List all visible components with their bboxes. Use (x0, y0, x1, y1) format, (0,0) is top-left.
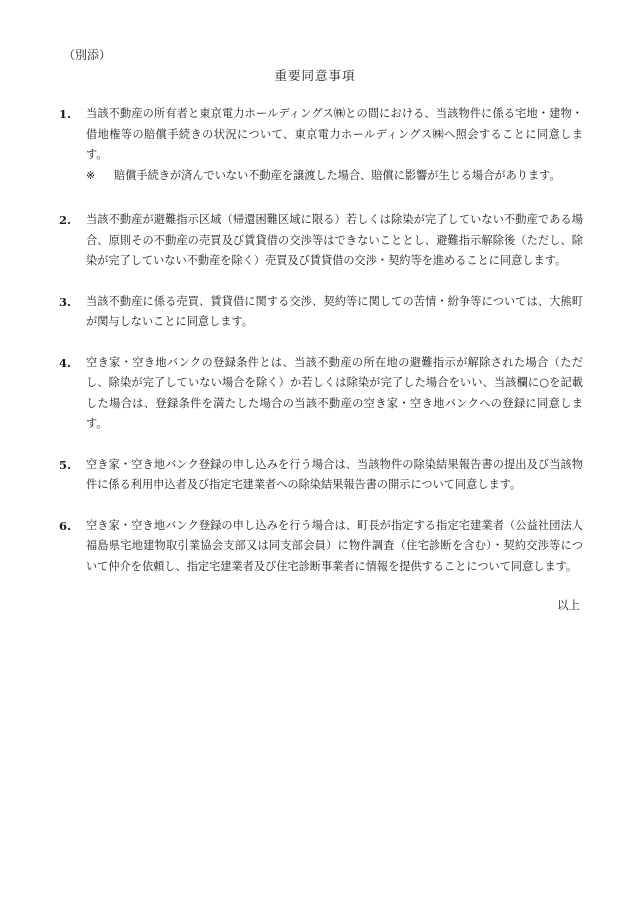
consent-item-3 (59, 292, 583, 333)
consent-item-4 (59, 353, 583, 435)
item-text: 当該不動産の所有者と東京電力ホールディングス㈱との間における、当該物件に係る宅地・建物・借地権等の賠償手続きの状況について、東京電力ホールディングス㈱へ照会することに同意します。 (86, 107, 583, 161)
note-mark: ※ (86, 168, 96, 182)
item-number: 3. (59, 294, 72, 309)
item-text: 当該不動産が避難指示区域（帰還困難区域に限る）若しくは除染が完了していない不動産である場合、原則その不動産の売買及び賃貸借の交渉等はできないこととし、避難指示解除後（ただし、除染が完了していない不動産を除く）売買及び賃貸借の交渉・契約等を進めることに同意します。 (86, 213, 583, 267)
consent-item-2 (59, 210, 583, 272)
consent-item-6 (59, 516, 583, 578)
closing-remark: 以上 (557, 598, 580, 612)
annex-label: （別添） (63, 48, 112, 62)
item-text: 当該不動産に係る売買、賃貸借に関する交渉、契約等に関しての苦情・紛争等については、大熊町が関与しないことに同意します。 (86, 294, 583, 328)
item-text: 空き家・空き地バンクの登録条件とは、当該不動産の所在地の避難指示が解除された場合（ただし、除染が完了していない場合を除く）か若しくは除染が完了した場合をいい、当該欄に○を記載した場合は、登録条件を満たした場合の当該不動産の空き家・空き地バンクへの登録に同意します。 (86, 355, 583, 430)
item-text: 空き家・空き地バンク登録の申し込みを行う場合は、町長が指定する指定宅建業者（公益社団法人福島県宅地建物取引業協会支部又は同支部会員）に物件調査（住宅診断を含む）・契約交渉等について仲介を依頼し、指定宅建業者及び住宅診断事業者に情報を提供することについて同意します。 (86, 518, 583, 573)
note-text: 賠償手続きが済んでいない不動産を譲渡した場合、賠償に影響が生じる場合があります。 (114, 168, 561, 182)
consent-item-1 (59, 104, 583, 186)
item-number: 4. (59, 355, 72, 370)
item-text: 空き家・空き地バンク登録の申し込みを行う場合は、当該物件の除染結果報告書の提出及び当該物件に係る利用申込者及び指定宅建業者への除染結果報告書の開示について同意します。 (86, 457, 583, 491)
item-note (86, 166, 583, 187)
document-title: 重要同意事項 (274, 68, 356, 83)
consent-item-5 (59, 455, 583, 496)
item-number: 2. (59, 213, 72, 227)
item-number: 6. (59, 518, 72, 533)
consent-items-list (59, 104, 583, 577)
item-number: 1. (59, 107, 72, 121)
item-number: 5. (59, 457, 72, 472)
